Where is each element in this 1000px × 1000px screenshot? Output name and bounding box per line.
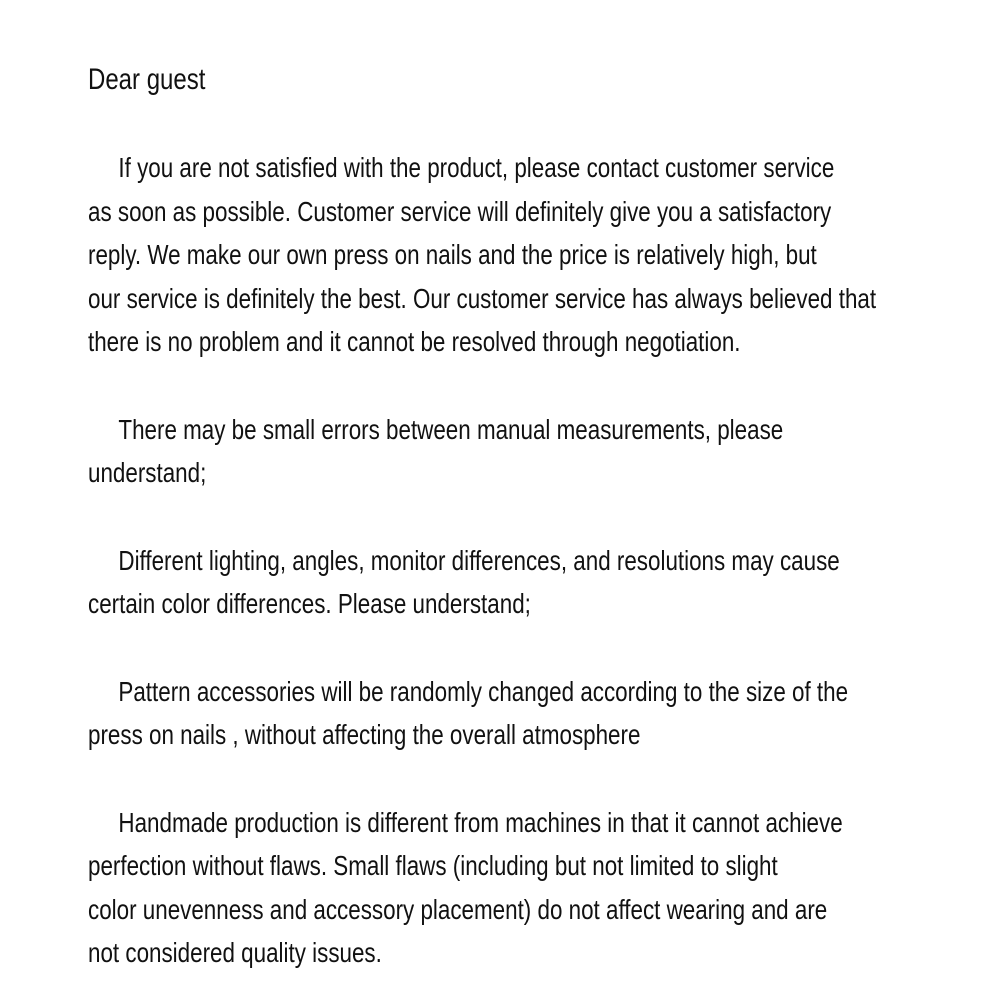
text-line: not considered quality issues. <box>88 937 382 968</box>
text-line: certain color differences. Please understand; <box>88 588 531 619</box>
text-line: reply. We make our own press on nails and the price is relatively high, but <box>88 239 817 270</box>
paragraph-measurement-errors <box>88 408 1000 495</box>
text-line: as soon as possible. Customer service will definitely give you a satisfactory <box>88 195 832 227</box>
document-text <box>88 58 1000 975</box>
text-line: Handmade production is different from machines in that it cannot achieve <box>118 806 843 838</box>
text-line: Pattern accessories will be randomly changed according to the size of the <box>118 675 849 707</box>
paragraph-handmade-flaws <box>88 801 1000 975</box>
text-line: perfection without flaws. Small flaws (including but not limited to slight <box>88 850 778 881</box>
paragraph-pattern-accessories <box>88 670 1000 757</box>
paragraph-color-differences <box>88 539 1000 626</box>
paragraph-satisfaction-notice <box>88 146 1000 364</box>
text-line: There may be small errors between manual measurements, please <box>118 413 784 445</box>
page-title: Dear guest <box>88 63 206 96</box>
text-line: there is no problem and it cannot be resolved through negotiation. <box>88 326 741 357</box>
text-line: press on nails , without affecting the overall atmosphere <box>88 719 641 750</box>
text-line: Different lighting, angles, monitor differences, and resolutions may cause <box>118 544 840 576</box>
text-line: understand; <box>88 457 207 488</box>
text-line: our service is definitely the best. Our customer service has always believed that <box>88 282 877 314</box>
text-line: color unevenness and accessory placement) do not affect wearing and are <box>88 893 828 925</box>
text-line: If you are not satisfied with the product, please contact customer service <box>118 152 835 183</box>
